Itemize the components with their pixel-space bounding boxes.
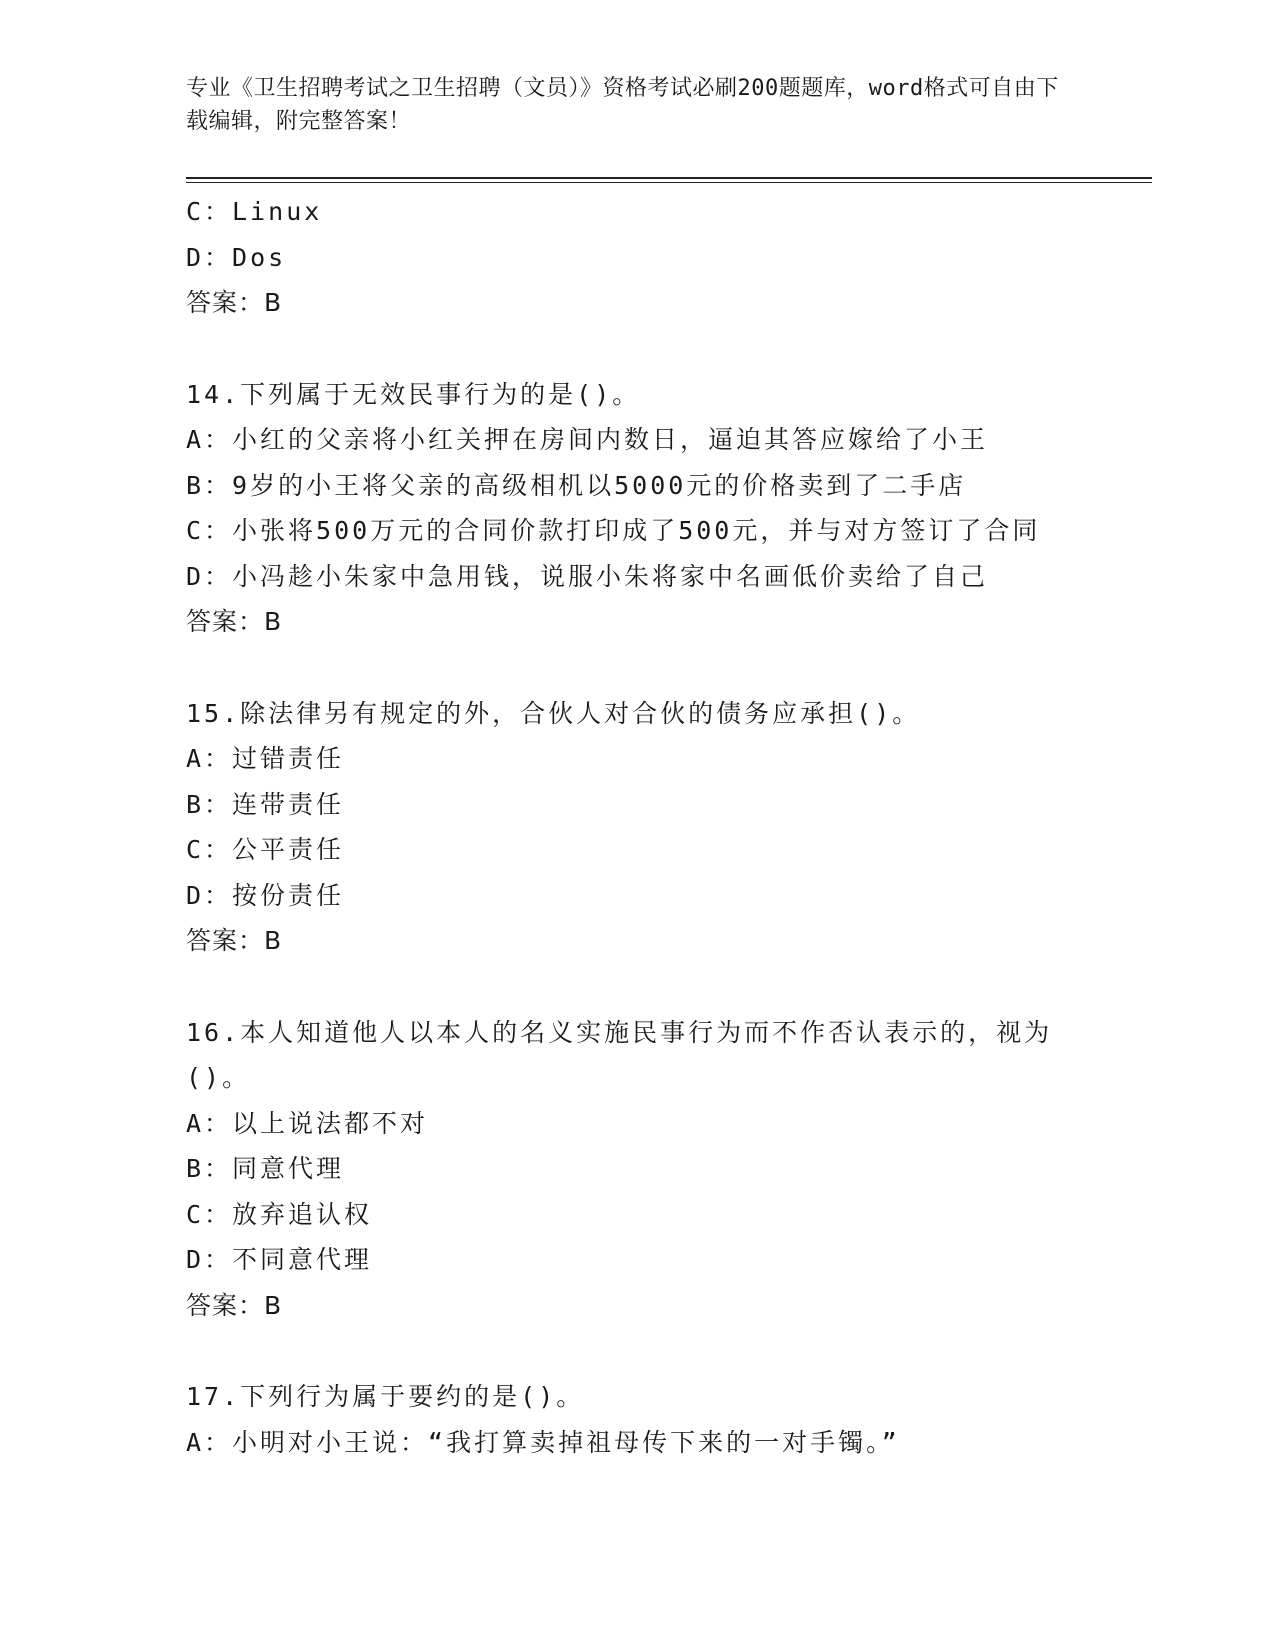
- option-c: C：Linux: [186, 197, 323, 226]
- question-block: [186, 1010, 1086, 1329]
- option-a: A：小明对小王说：“我打算卖掉祖母传下来的一对手镯。”: [186, 1427, 900, 1457]
- question-block: [186, 691, 1086, 964]
- question-block: [186, 1374, 1086, 1465]
- answer-line: 答案：B: [186, 288, 283, 317]
- spacer: [186, 326, 1086, 372]
- answer-line: 答案：B: [186, 926, 283, 955]
- option-d: D：小冯趁小朱家中急用钱，说服小朱将家中名画低价卖给了自己: [186, 561, 989, 591]
- spacer: [186, 964, 1086, 1010]
- question-content: [186, 189, 1086, 1465]
- header-divider-thick: [186, 177, 1152, 179]
- question-stem: 16.本人知道他人以本人的名义实施民事行为而不作否认表示的，视为()。: [186, 1017, 1053, 1092]
- option-b: B：同意代理: [186, 1154, 345, 1183]
- question-stem: 15.除法律另有规定的外，合伙人对合伙的债务应承担()。: [186, 698, 921, 728]
- option-d: D：Dos: [186, 242, 287, 272]
- spacer: [186, 1328, 1086, 1374]
- page-header: 专业《卫生招聘考试之卫生招聘（文员）》资格考试必刷200题题库，word格式可自由下载编辑，附完整答案！: [186, 76, 1059, 134]
- header-divider-thin: [186, 182, 1152, 183]
- option-a: A：过错责任: [186, 744, 345, 773]
- option-b: B：9岁的小王将父亲的高级相机以5000元的价格卖到了二手店: [186, 470, 967, 500]
- option-c: C：放弃追认权: [186, 1199, 373, 1229]
- option-c: C：公平责任: [186, 835, 345, 864]
- spacer: [186, 645, 1086, 691]
- option-b: B：连带责任: [186, 789, 345, 819]
- answer-line: 答案：B: [186, 607, 283, 636]
- question-block: [186, 372, 1086, 645]
- option-a: A：小红的父亲将小红关押在房间内数日，逼迫其答应嫁给了小王: [186, 425, 989, 454]
- option-d: D：不同意代理: [186, 1245, 373, 1274]
- answer-line: 答案：B: [186, 1290, 283, 1320]
- option-a: A：以上说法都不对: [186, 1108, 429, 1138]
- option-d: D：按份责任: [186, 880, 345, 910]
- option-c: C：小张将500万元的合同价款打印成了500元，并与对方签订了合同: [186, 516, 1041, 545]
- question-stem: 14.下列属于无效民事行为的是()。: [186, 379, 641, 409]
- question-stem: 17.下列行为属于要约的是()。: [186, 1382, 585, 1411]
